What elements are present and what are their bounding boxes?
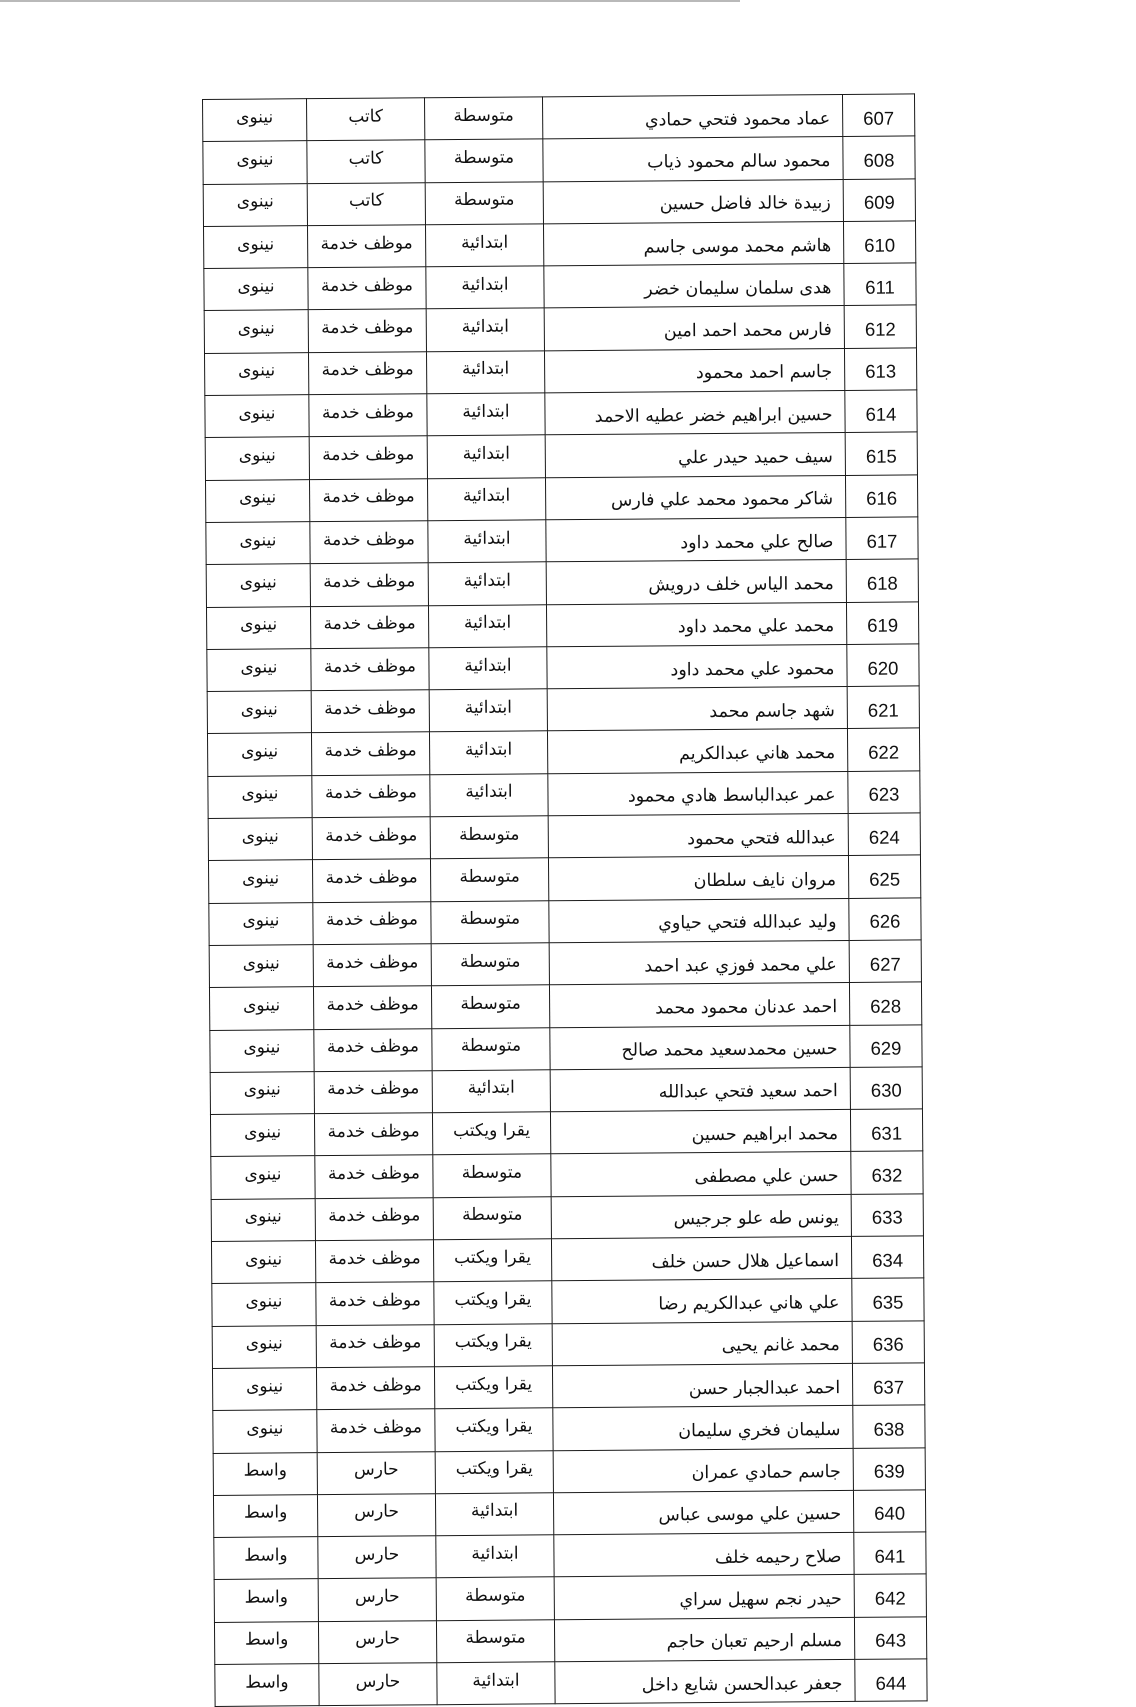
row-number-cell: 620 xyxy=(847,644,919,687)
row-number-cell: 642 xyxy=(854,1574,926,1617)
name-cell: محمد هاني عبدالكريم xyxy=(547,729,847,774)
education-cell: متوسطة xyxy=(430,816,548,859)
name-cell: يونس طه علو جرجيس xyxy=(551,1194,851,1239)
education-cell: متوسطة xyxy=(431,985,549,1028)
governorate-cell: نينوى xyxy=(213,1410,317,1453)
name-cell: سليمان فخري سليمان xyxy=(553,1406,853,1451)
job-title-cell: موظف خدمة xyxy=(313,944,431,987)
table-row xyxy=(206,517,918,565)
governorate-cell: نينوى xyxy=(205,479,309,522)
name-cell: صالح علي محمد داود xyxy=(546,517,846,562)
education-cell: ابتدائية xyxy=(429,647,547,690)
education-cell: متوسطة xyxy=(424,97,542,140)
job-title-cell: موظف خدمة xyxy=(316,1367,434,1410)
row-number-cell: 618 xyxy=(846,559,918,602)
job-title-cell: حارس xyxy=(318,1578,436,1621)
name-cell: محمد ابراهيم حسين xyxy=(550,1110,850,1155)
education-cell: ابتدائية xyxy=(432,1070,550,1113)
governorate-cell: واسط xyxy=(214,1579,318,1622)
name-cell: سيف حميد حيدر علي xyxy=(545,433,845,478)
name-cell: حيدر نجم سهيل سراي xyxy=(554,1575,854,1620)
job-title-cell: موظف خدمة xyxy=(313,986,431,1029)
job-title-cell: موظف خدمة xyxy=(310,521,428,564)
education-cell: ابتدائية xyxy=(426,308,544,351)
name-cell: شهد جاسم محمد xyxy=(547,687,847,732)
education-cell: متوسطة xyxy=(433,1154,551,1197)
table-row xyxy=(208,855,920,903)
table-row xyxy=(208,771,920,819)
table-row xyxy=(211,1236,923,1284)
row-number-cell: 613 xyxy=(844,348,916,391)
table-row xyxy=(206,601,918,649)
name-cell: حسين ابراهيم خضر عطيه الاحمد xyxy=(545,391,845,436)
governorate-cell: نينوى xyxy=(203,183,307,226)
job-title-cell: موظف خدمة xyxy=(308,309,426,352)
table-row xyxy=(212,1363,924,1411)
governorate-cell: واسط xyxy=(213,1494,317,1537)
table-row xyxy=(213,1405,925,1453)
table-row xyxy=(204,348,916,396)
job-title-cell: موظف خدمة xyxy=(312,859,430,902)
job-title-cell: موظف خدمة xyxy=(308,267,426,310)
name-cell: جعفر عبدالحسن شايع داخل xyxy=(555,1659,855,1704)
row-number-cell: 626 xyxy=(849,898,921,941)
table-row xyxy=(203,136,915,184)
governorate-cell: نينوى xyxy=(209,902,313,945)
job-title-cell: موظف خدمة xyxy=(311,648,429,691)
education-cell: يقرا ويكتب xyxy=(434,1281,552,1324)
name-cell: مسلم ارحيم تعبان حاجم xyxy=(554,1617,854,1662)
education-cell: ابتدائية xyxy=(429,689,547,732)
job-title-cell: موظف خدمة xyxy=(311,690,429,733)
education-cell: متوسطة xyxy=(430,858,548,901)
education-cell: يقرا ويكتب xyxy=(433,1239,551,1282)
name-cell: حسين علي موسى عباس xyxy=(553,1490,853,1535)
governorate-cell: نينوى xyxy=(207,691,311,734)
governorate-cell: نينوى xyxy=(203,141,307,184)
table-row xyxy=(209,898,921,946)
row-number-cell: 612 xyxy=(844,305,916,348)
education-cell: يقرا ويكتب xyxy=(435,1408,553,1451)
table-row xyxy=(206,559,918,607)
name-cell: جاسم حمادي عمران xyxy=(553,1448,853,1493)
row-number-cell: 637 xyxy=(852,1363,924,1406)
education-cell: ابتدائية xyxy=(427,477,545,520)
table-row xyxy=(211,1151,923,1199)
job-title-cell: موظف خدمة xyxy=(307,225,425,268)
job-title-cell: حارس xyxy=(318,1536,436,1579)
governorate-cell: نينوى xyxy=(207,733,311,776)
job-title-cell: موظف خدمة xyxy=(316,1324,434,1367)
table-row xyxy=(210,1109,922,1157)
row-number-cell: 629 xyxy=(850,1024,922,1067)
governorate-cell: نينوى xyxy=(203,99,307,142)
education-cell: ابتدائية xyxy=(428,562,546,605)
table-body xyxy=(203,94,928,1707)
name-cell: احمد عدنان محمود محمد xyxy=(549,983,849,1028)
education-cell: ابتدائية xyxy=(437,1662,555,1705)
job-title-cell: موظف خدمة xyxy=(310,605,428,648)
governorate-cell: نينوى xyxy=(209,945,313,988)
name-cell: علي هاني عبدالكريم رضا xyxy=(552,1279,852,1324)
row-number-cell: 632 xyxy=(851,1151,923,1194)
job-title-cell: موظف خدمة xyxy=(314,1071,432,1114)
name-cell: عبدالله فتحي محمود xyxy=(548,813,848,858)
name-cell: محمد غانم يحيى xyxy=(552,1321,852,1366)
education-cell: ابتدائية xyxy=(435,1493,553,1536)
governorate-cell: نينوى xyxy=(204,268,308,311)
governorate-cell: واسط xyxy=(213,1452,317,1495)
governorate-cell: نينوى xyxy=(205,395,309,438)
name-cell: حسن علي مصطفى xyxy=(551,1152,851,1197)
row-number-cell: 630 xyxy=(850,1067,922,1110)
name-cell: هدى سلمان سليمان خضر xyxy=(544,264,844,309)
table-row xyxy=(204,305,916,353)
job-title-cell: موظف خدمة xyxy=(311,732,429,775)
governorate-cell: نينوى xyxy=(211,1156,315,1199)
job-title-cell: كاتب xyxy=(307,98,425,141)
row-number-cell: 643 xyxy=(854,1617,926,1660)
table-row xyxy=(209,940,921,988)
governorate-cell: نينوى xyxy=(212,1283,316,1326)
governorate-cell: نينوى xyxy=(208,775,312,818)
row-number-cell: 627 xyxy=(849,940,921,983)
row-number-cell: 623 xyxy=(848,771,920,814)
scan-top-edge xyxy=(0,0,740,2)
education-cell: متوسطة xyxy=(436,1577,554,1620)
row-number-cell: 636 xyxy=(852,1320,924,1363)
name-cell: محمود علي محمد داود xyxy=(547,644,847,689)
table-row xyxy=(215,1659,927,1707)
job-title-cell: موظف خدمة xyxy=(308,352,426,395)
governorate-cell: نينوى xyxy=(205,437,309,480)
name-cell: شاكر محمود محمد علي فارس xyxy=(545,475,845,520)
row-number-cell: 622 xyxy=(847,728,919,771)
education-cell: ابتدائية xyxy=(427,435,545,478)
job-title-cell: موظف خدمة xyxy=(309,394,427,437)
governorate-cell: واسط xyxy=(214,1621,318,1664)
education-cell: يقرا ويكتب xyxy=(434,1323,552,1366)
table-row xyxy=(203,94,915,142)
name-cell: علي محمد فوزي عبد احمد xyxy=(549,940,849,985)
job-title-cell: موظف خدمة xyxy=(309,436,427,479)
name-cell: فارس محمد احمد امين xyxy=(544,306,844,351)
governorate-cell: نينوى xyxy=(210,1029,314,1072)
table-row xyxy=(210,1024,922,1072)
name-cell: جاسم احمد محمود xyxy=(544,348,844,393)
row-number-cell: 631 xyxy=(850,1109,922,1152)
name-cell: زبيدة خالد فاضل حسين xyxy=(543,179,843,224)
job-title-cell: موظف خدمة xyxy=(315,1197,433,1240)
governorate-cell: نينوى xyxy=(210,1114,314,1157)
job-title-cell: كاتب xyxy=(307,140,425,183)
row-number-cell: 625 xyxy=(848,855,920,898)
table-row xyxy=(214,1532,926,1580)
name-cell: عمر عبدالباسط هادي محمود xyxy=(548,771,848,816)
job-title-cell: موظف خدمة xyxy=(317,1409,435,1452)
name-cell: هاشم محمد موسى جاسم xyxy=(543,221,843,266)
table-row xyxy=(212,1320,924,1368)
row-number-cell: 639 xyxy=(853,1447,925,1490)
name-cell: مروان نايف سلطان xyxy=(548,856,848,901)
job-title-cell: موظف خدمة xyxy=(313,901,431,944)
table-row xyxy=(208,813,920,861)
row-number-cell: 621 xyxy=(847,686,919,729)
education-cell: متوسطة xyxy=(432,1027,550,1070)
name-cell: محمود سالم محمود ذياب xyxy=(543,137,843,182)
name-cell: حسين محمدسعيد محمد صالح xyxy=(550,1025,850,1070)
table-row xyxy=(213,1490,925,1538)
job-title-cell: موظف خدمة xyxy=(315,1240,433,1283)
governorate-cell: واسط xyxy=(214,1537,318,1580)
education-cell: ابتدائية xyxy=(428,604,546,647)
governorate-cell: نينوى xyxy=(208,818,312,861)
governorate-cell: واسط xyxy=(215,1664,319,1707)
education-cell: ابتدائية xyxy=(430,774,548,817)
job-title-cell: حارس xyxy=(318,1620,436,1663)
row-number-cell: 608 xyxy=(843,136,915,179)
row-number-cell: 644 xyxy=(855,1659,927,1702)
row-number-cell: 628 xyxy=(849,982,921,1025)
education-cell: ابتدائية xyxy=(427,393,545,436)
education-cell: يقرا ويكتب xyxy=(432,1112,550,1155)
row-number-cell: 635 xyxy=(852,1278,924,1321)
governorate-cell: نينوى xyxy=(204,352,308,395)
governorate-cell: نينوى xyxy=(211,1198,315,1241)
job-title-cell: حارس xyxy=(317,1494,435,1537)
job-title-cell: موظف خدمة xyxy=(315,1155,433,1198)
table-row xyxy=(211,1194,923,1242)
document-sheet xyxy=(202,93,927,1707)
row-number-cell: 614 xyxy=(845,390,917,433)
table-row xyxy=(207,686,919,734)
table-row xyxy=(205,390,917,438)
table-row xyxy=(204,263,916,311)
row-number-cell: 641 xyxy=(854,1532,926,1575)
education-cell: متوسطة xyxy=(431,943,549,986)
job-title-cell: موظف خدمة xyxy=(314,1113,432,1156)
job-title-cell: موظف خدمة xyxy=(310,563,428,606)
education-cell: متوسطة xyxy=(436,1619,554,1662)
name-cell: محمد الياس خلف درويش xyxy=(546,560,846,605)
table-row xyxy=(205,432,917,480)
row-number-cell: 634 xyxy=(851,1236,923,1279)
row-number-cell: 616 xyxy=(845,475,917,518)
governorate-cell: نينوى xyxy=(212,1325,316,1368)
governorate-cell: نينوى xyxy=(204,310,308,353)
row-number-cell: 607 xyxy=(842,94,914,137)
table-row xyxy=(203,178,915,226)
education-cell: متوسطة xyxy=(425,139,543,182)
education-cell: يقرا ويكتب xyxy=(434,1366,552,1409)
job-title-cell: حارس xyxy=(319,1663,437,1706)
table-row xyxy=(207,728,919,776)
table-row xyxy=(204,221,916,269)
education-cell: متوسطة xyxy=(425,181,543,224)
row-number-cell: 633 xyxy=(851,1194,923,1237)
education-cell: ابتدائية xyxy=(426,351,544,394)
table-row xyxy=(210,1067,922,1115)
governorate-cell: نينوى xyxy=(204,226,308,269)
job-title-cell: موظف خدمة xyxy=(316,1282,434,1325)
job-title-cell: موظف خدمة xyxy=(312,774,430,817)
row-number-cell: 611 xyxy=(844,263,916,306)
governorate-cell: نينوى xyxy=(209,987,313,1030)
governorate-cell: نينوى xyxy=(211,1241,315,1284)
row-number-cell: 638 xyxy=(853,1405,925,1448)
governorate-cell: نينوى xyxy=(207,649,311,692)
job-title-cell: موظف خدمة xyxy=(312,817,430,860)
table-row xyxy=(214,1574,926,1622)
job-title-cell: موظف خدمة xyxy=(314,1028,432,1071)
row-number-cell: 615 xyxy=(845,432,917,475)
name-cell: محمد علي محمد داود xyxy=(546,602,846,647)
education-cell: ابتدائية xyxy=(425,224,543,267)
name-cell: احمد عبدالجبار حسن xyxy=(552,1363,852,1408)
row-number-cell: 640 xyxy=(853,1490,925,1533)
row-number-cell: 609 xyxy=(843,178,915,221)
name-cell: اسماعيل هلال حسن خلف xyxy=(551,1236,851,1281)
row-number-cell: 617 xyxy=(846,517,918,560)
education-cell: متوسطة xyxy=(431,900,549,943)
name-cell: احمد سعيد فتحي عبدالله xyxy=(550,1067,850,1112)
job-title-cell: حارس xyxy=(317,1451,435,1494)
education-cell: ابتدائية xyxy=(428,520,546,563)
governorate-cell: نينوى xyxy=(208,860,312,903)
table-row xyxy=(205,475,917,523)
table-row xyxy=(209,982,921,1030)
job-title-cell: كاتب xyxy=(307,182,425,225)
education-cell: يقرا ويكتب xyxy=(435,1450,553,1493)
governorate-cell: نينوى xyxy=(210,1071,314,1114)
table-row xyxy=(213,1447,925,1495)
education-cell: ابتدائية xyxy=(426,266,544,309)
job-title-cell: موظف خدمة xyxy=(309,478,427,521)
name-cell: عماد محمود فتحي حمادي xyxy=(542,94,842,139)
table-row xyxy=(212,1278,924,1326)
education-cell: ابتدائية xyxy=(429,731,547,774)
table-row xyxy=(207,644,919,692)
name-cell: وليد عبدالله فتحي حياوي xyxy=(549,898,849,943)
row-number-cell: 624 xyxy=(848,813,920,856)
row-number-cell: 619 xyxy=(846,601,918,644)
name-cell: صلاح رحيمه خلف xyxy=(554,1533,854,1578)
education-cell: ابتدائية xyxy=(436,1535,554,1578)
governorate-cell: نينوى xyxy=(206,522,310,565)
governorate-cell: نينوى xyxy=(212,1368,316,1411)
education-cell: متوسطة xyxy=(433,1197,551,1240)
governorate-cell: نينوى xyxy=(206,606,310,649)
table-row xyxy=(214,1617,926,1665)
employees-table xyxy=(202,93,928,1707)
governorate-cell: نينوى xyxy=(206,564,310,607)
row-number-cell: 610 xyxy=(843,221,915,264)
